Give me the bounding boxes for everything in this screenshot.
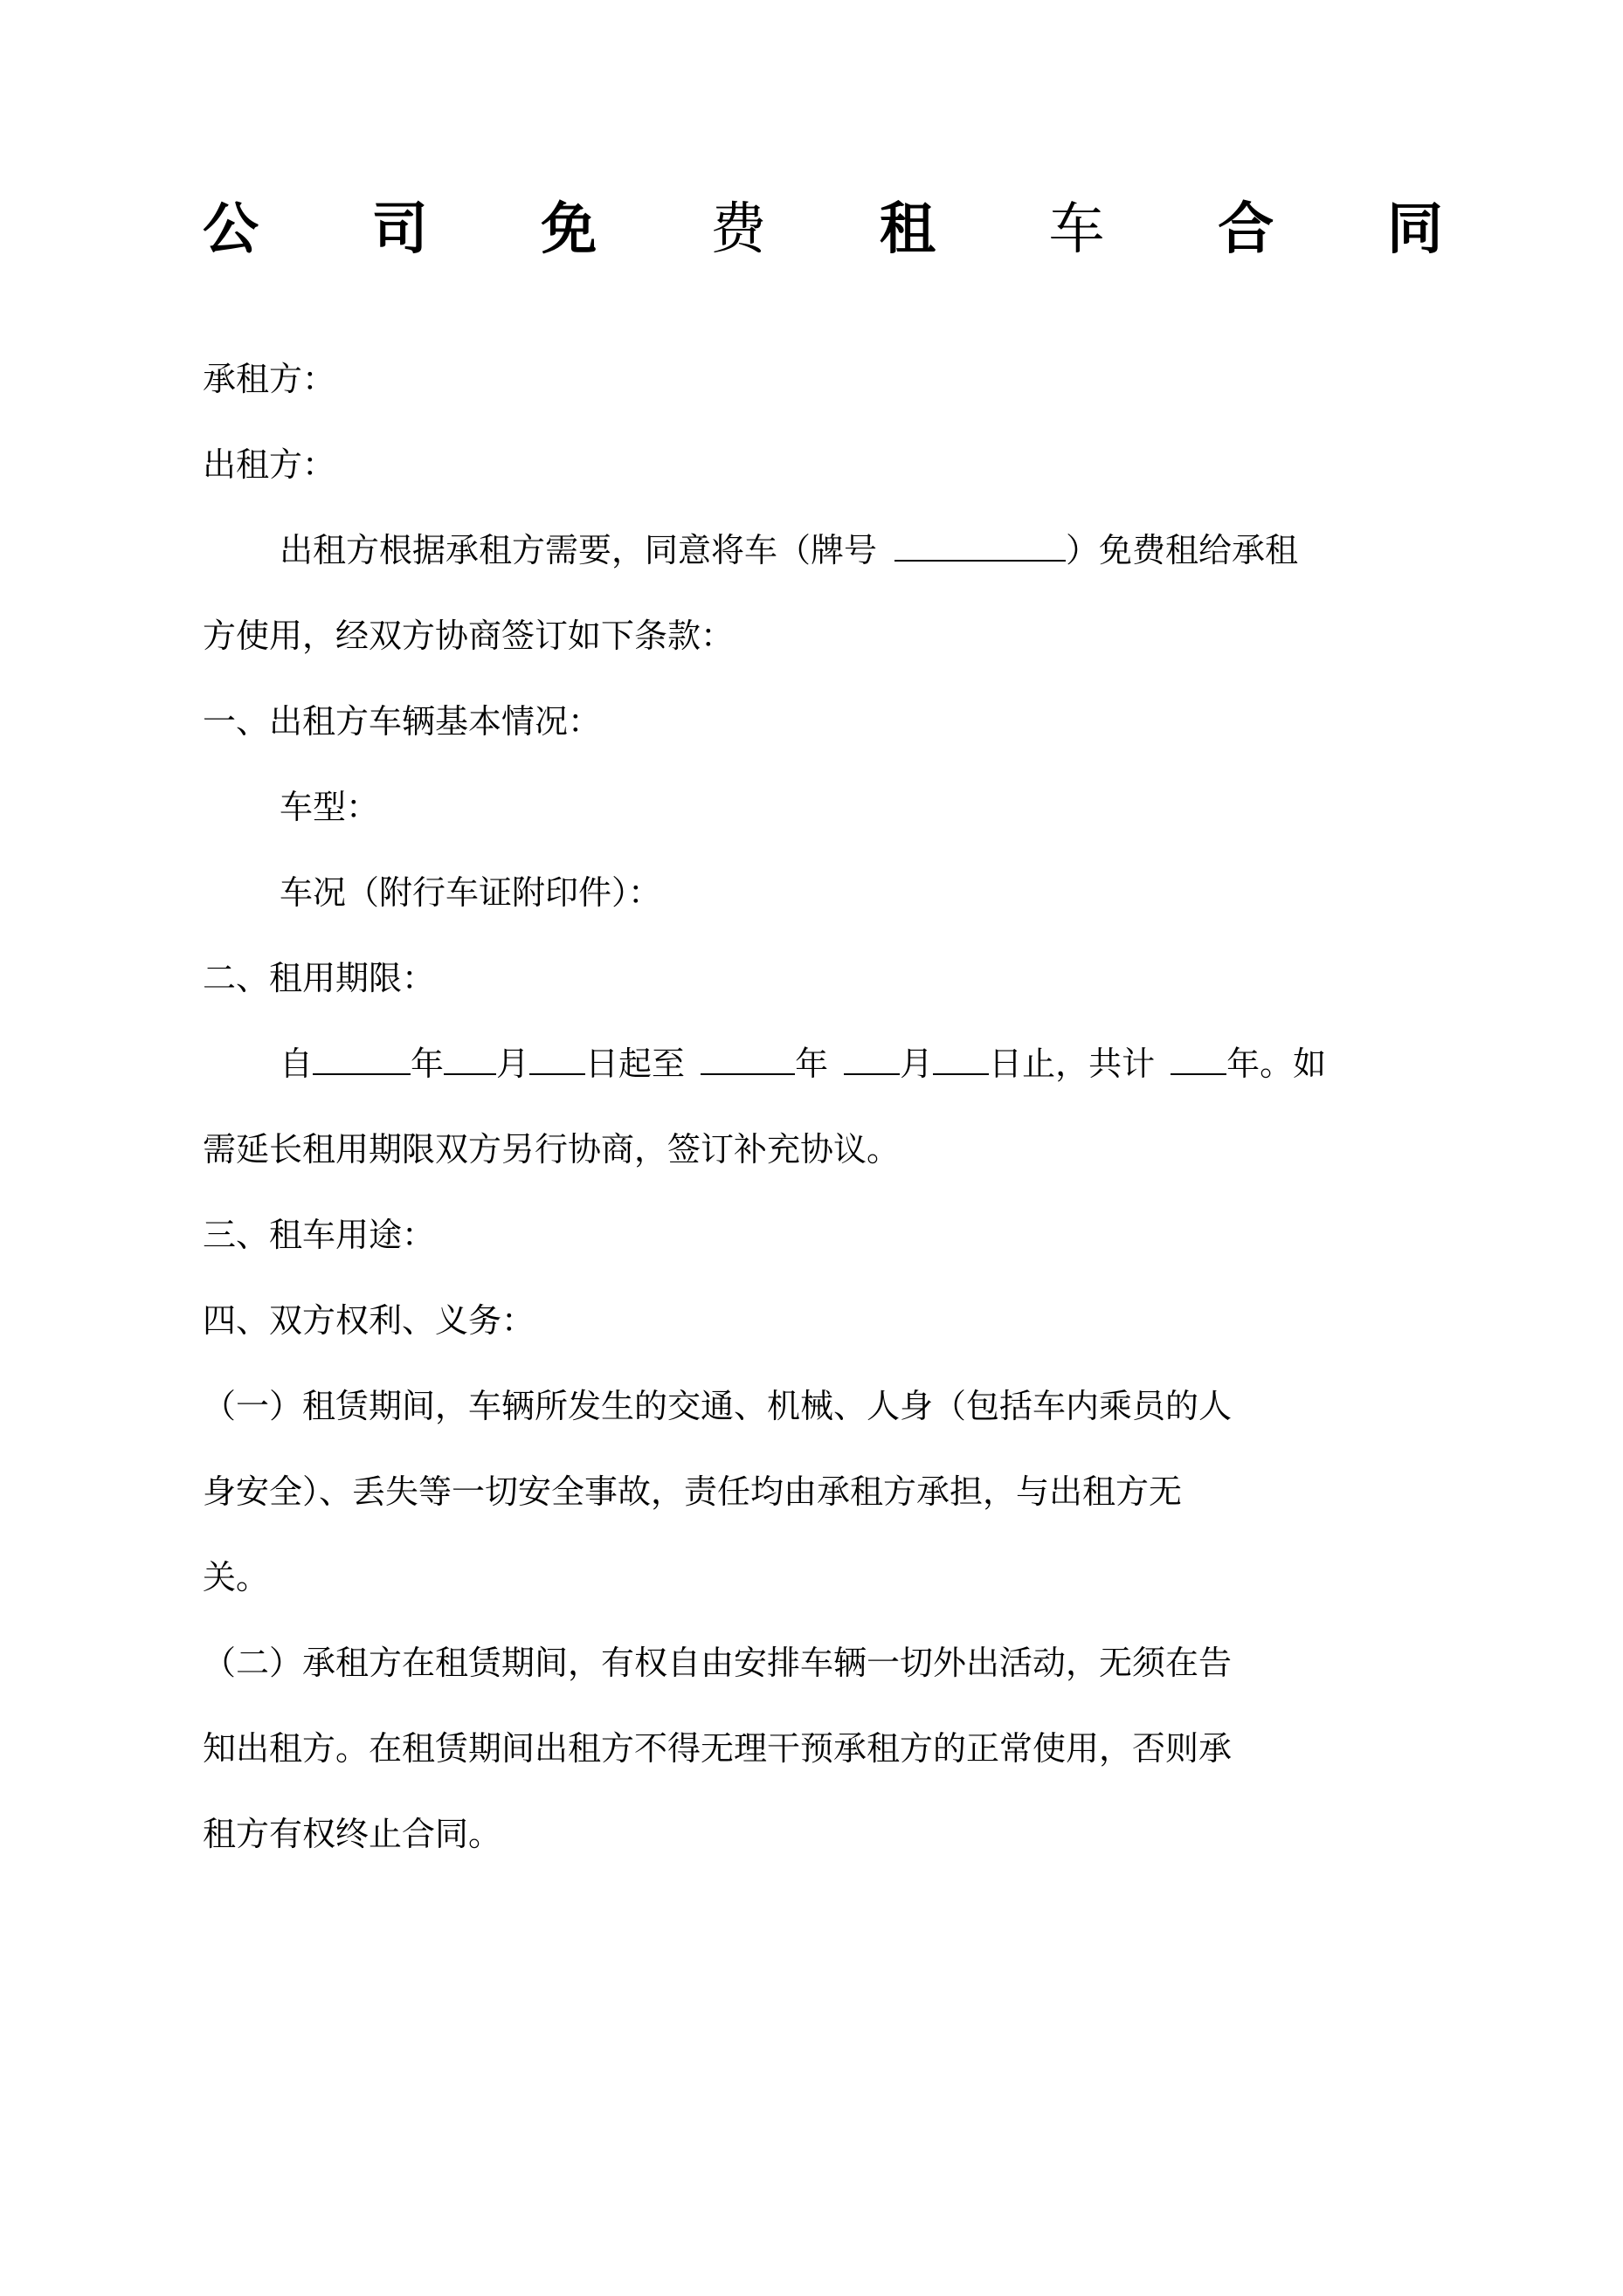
vehicle-condition-label: 车况（附行车证附印件）：	[280, 873, 662, 912]
intro-line-2: 方使用，经双方协商签订如下条款：	[203, 617, 735, 655]
period-text: 日起至	[585, 1045, 686, 1083]
plate-number-blank	[894, 527, 1066, 562]
section-4-heading: 四、双方权利、义务：	[203, 1301, 535, 1340]
intro-text-a: 出租方根据承租方需要，同意将车（牌号	[280, 531, 878, 569]
start-year-blank	[313, 1040, 411, 1075]
end-month-blank	[844, 1040, 900, 1075]
clause-2-line: 租方有权终止合同。	[203, 1815, 502, 1853]
title-char: 车	[1048, 197, 1105, 262]
period-text: 年	[411, 1045, 445, 1083]
period-text: 月	[496, 1045, 530, 1083]
total-years-blank	[1171, 1040, 1226, 1075]
title-char: 租	[879, 197, 936, 262]
clause-2-line: 知出租方。在租赁期间出租方不得无理干预承租方的正常使用，否则承	[203, 1729, 1233, 1768]
period-text: 月	[900, 1045, 934, 1083]
title-char: 公	[203, 197, 259, 262]
section-1-heading: 一、出租方车辆基本情况：	[203, 702, 602, 741]
title-char: 费	[710, 197, 767, 262]
clause-2-line: （二）承租方在租赁期间，有权自由安排车辆一切外出活动，无须在告	[203, 1644, 1233, 1682]
end-year-blank	[701, 1040, 795, 1075]
section-3-heading: 三、租车用途：	[203, 1216, 436, 1254]
document-title	[203, 190, 1443, 269]
rental-period-line	[280, 1039, 1326, 1088]
end-day-blank	[933, 1040, 989, 1075]
clause-1-line: （一）租赁期间，车辆所发生的交通、机械、人身（包括车内乘员的人	[203, 1387, 1233, 1425]
period-text: 年。如	[1226, 1045, 1327, 1083]
start-month-blank	[444, 1040, 496, 1075]
period-text: 日止，共计	[989, 1045, 1156, 1083]
vehicle-model-label: 车型：	[280, 788, 380, 826]
period-text: 年	[795, 1045, 829, 1083]
intro-line-1	[280, 526, 1298, 575]
title-char: 合	[1218, 197, 1274, 262]
title-char: 司	[371, 197, 428, 262]
clause-1-line: 身安全）、丢失等一切安全事故，责任均由承租方承担，与出租方无	[203, 1472, 1183, 1511]
lessee-label: 承租方：	[203, 360, 336, 398]
title-char: 同	[1386, 197, 1443, 262]
extension-line: 需延长租用期限双方另行协商，签订补充协议。	[203, 1130, 901, 1169]
start-day-blank	[529, 1040, 585, 1075]
clause-1-line: 关。	[203, 1558, 270, 1596]
period-text: 自	[280, 1045, 314, 1083]
section-2-heading: 二、租用期限：	[203, 959, 436, 997]
intro-text-b: ）免费租给承租	[1066, 531, 1299, 569]
lessor-label: 出租方：	[203, 445, 336, 484]
title-char: 免	[541, 197, 597, 262]
